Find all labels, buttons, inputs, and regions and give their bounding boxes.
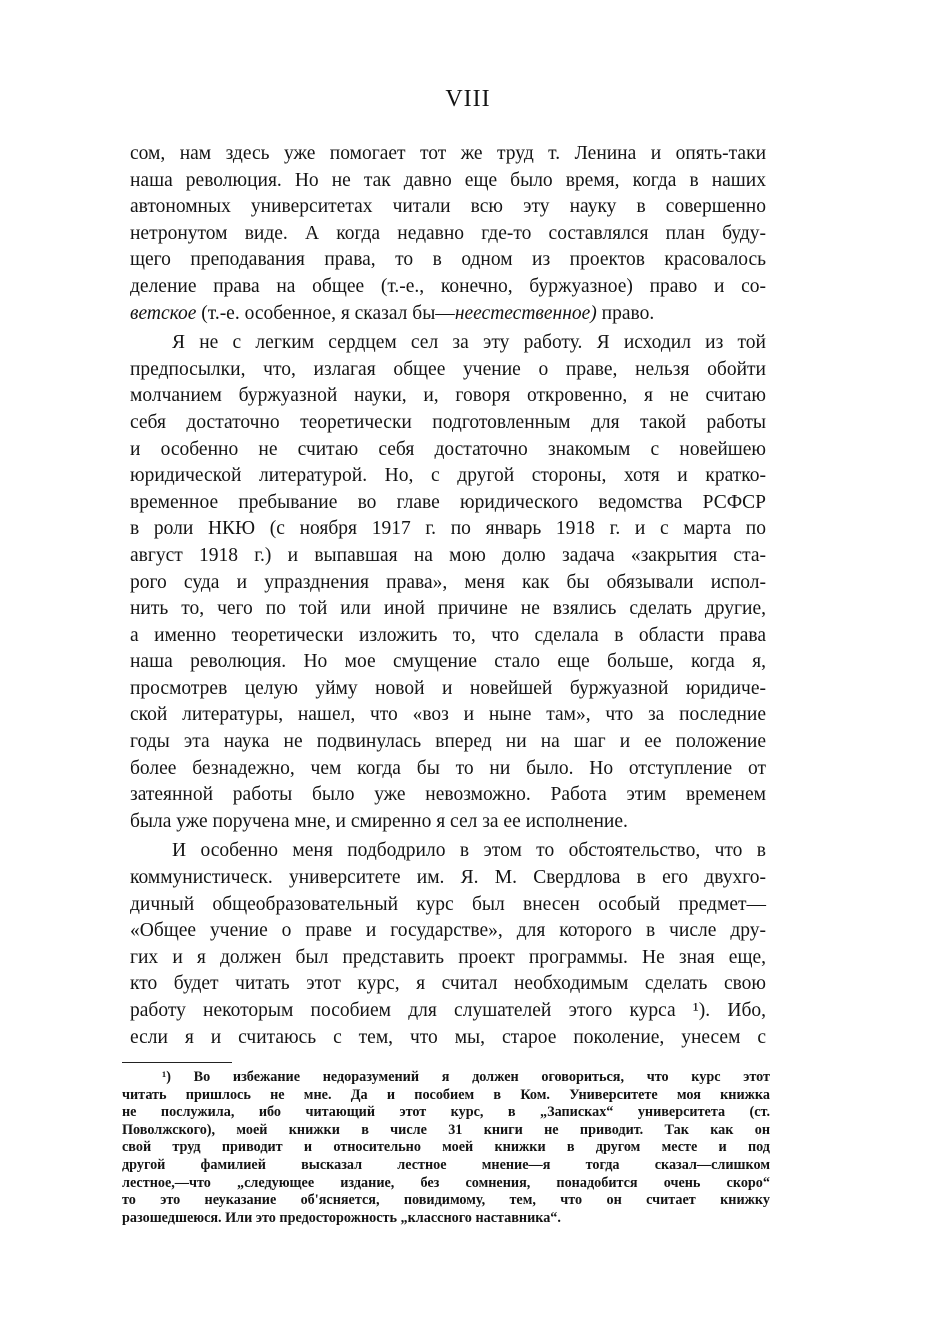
page-number: VIII — [445, 86, 491, 112]
text-line: автономных университетах читали всю эту науку в совершенно — [130, 196, 766, 218]
text-line: И особенно меня подбодрило в этом то обстоятельство, что в — [172, 840, 766, 862]
text-line: себя достаточно теоретически подготовленным для такой работы — [130, 411, 766, 433]
text-line: а именно теоретически изложить то, что сделала в области права — [130, 624, 766, 646]
text-line: ской литературы, нашел, что «воз и ныне там», что за последние — [130, 704, 766, 726]
text-line: предпосылки, что, излагая общее учение о праве, нельзя обойти — [130, 358, 766, 380]
text-line: годы эта наука не подвинулась вперед ни на шаг и ее положение — [130, 731, 766, 753]
text-line: Я не с легким сердцем сел за эту работу. Я исходил из той — [172, 332, 766, 354]
italic-term: неестественное) — [454, 302, 597, 324]
footnote-line: ¹) Во избежание недоразумений я должен оговориться, что курс этот — [162, 1069, 770, 1085]
text-line: наша революция. Но не так давно еще было время, когда в наших — [130, 169, 766, 191]
text-line: гих и я должен был представить проект программы. Не зная еще, — [130, 946, 766, 968]
text-line: август 1918 г.) и выпавшая на мою долю задача «закрытия ста- — [130, 544, 766, 566]
footnote-line: лестное,—что „следующее издание, без сомнения, понадобится очень скоро“ — [122, 1174, 770, 1191]
text-line: работу некоторым пособием для слушателей этого курса ¹). Ибо, — [130, 1000, 766, 1021]
text-line: «Общее учение о праве и государстве», для которого в числе дру- — [130, 920, 766, 942]
text-line: наша революция. Но мое смущение стало еще больше, когда я, — [130, 651, 766, 673]
text-line: рого суда и упразднения права», меня как бы обязывали испол- — [130, 571, 766, 593]
text-line: сом, нам здесь уже помогает тот же труд т. Ленина и опять-таки — [130, 143, 766, 164]
text-line: молчанием буржуазной науки, и, говоря откровенно, я не считаю — [130, 385, 766, 407]
footnote-line: не послужила, ибо читающий этот курс, в „Записках“ университета (ст. — [122, 1104, 770, 1121]
footnote-line: то это неуказание об'ясняется, повидимому, тем, что он считает книжку — [122, 1192, 770, 1209]
footnote-line: свой труд приводит и относительно моей книжки в другом месте и под — [122, 1139, 770, 1156]
footnote — [122, 1069, 770, 1227]
text-line: в роли НКЮ (с ноября 1917 г. по январь 1918 г. и с марта по — [130, 518, 766, 540]
text-line: нетронутом виде. А когда недавно где-то составлялся план буду- — [130, 222, 766, 244]
text-line: если я и считаюсь с тем, что мы, старое поколение, унесем с — [130, 1026, 766, 1048]
footnote-divider — [122, 1062, 232, 1063]
text-line: нить то, чего по той или иной причине не взялись сделать другие, — [130, 598, 766, 620]
text-line — [130, 301, 766, 328]
footnote-line: разошедшеюся. Или это предосторожность „классного наставника“. — [122, 1209, 561, 1226]
text-line: деление права на общее (т.-е., конечно, буржуазное) право и со- — [130, 275, 766, 297]
main-text — [130, 141, 766, 1051]
text-line: щего преподавания права, то в одном из проектов красовалось — [130, 249, 766, 271]
text-line: и особенно не считаю себя достаточно знакомым с новейшею — [130, 438, 766, 460]
footnote-line: читать пришлось не мне. Да и пособием в Ком. Университете моя книжка — [122, 1086, 770, 1103]
footnote-line: Поволжского), моей книжки в числе 31 книги не приводит. Так как он — [122, 1121, 770, 1138]
text-line: временное пребывание во главе юридического ведомства РСФСР — [130, 491, 766, 513]
text-line: более безнадежно, чем когда бы то ни было. Но отступление от — [130, 757, 766, 779]
text-line: юридической литературой. Но, с другой стороны, хотя и кратко- — [130, 465, 766, 487]
text-fragment: право. — [596, 302, 655, 324]
italic-term: ветское — [130, 302, 197, 324]
footnote-line: другой фамилией высказал лестное мнение—я тогда сказал—слишком — [122, 1156, 770, 1173]
text-line: коммунистическ. университете им. Я. М. Свердлова в его двухго- — [130, 867, 766, 889]
text-line: была уже поручена мне, и смиренно я сел за ее исполнение. — [130, 810, 628, 832]
text-line: кто будет читать этот курс, я считал необходимым сделать свою — [130, 973, 766, 995]
text-line: дичный общеобразовательный курс был внесен особый предмет— — [130, 893, 766, 915]
text-fragment: (т.-е. особенное, я сказал бы— — [196, 302, 455, 324]
text-line: затеянной работы было уже невозможно. Работа этим временем — [130, 784, 766, 806]
text-line: просмотрев целую уйму новой и новейшей буржуазной юридиче- — [130, 677, 766, 699]
